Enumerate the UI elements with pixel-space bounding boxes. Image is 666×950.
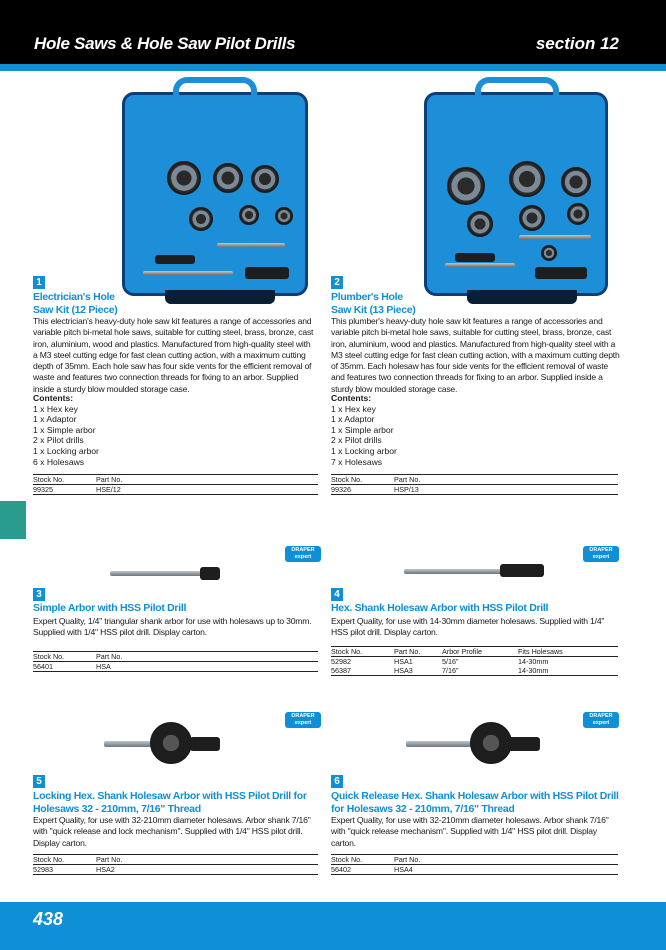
product-2-description: This plumber's heavy-duty hole saw kit features a range of accessories and variable pitch bi-metal hole saws, suitable for cutting steel, brass, bronze, cast iron, aluminium, wood and plastics. Manufactured from high-quality steel with a M3 steel cutting edge for fast clean cutting action, with a maximum cutting depth of 35mm. Each holesaw has four side vents for the efficient removal of waste and features two connection threads for fixing to an arbor. Supplied inside a sturdy blow moulded storage case. — [331, 316, 620, 394]
col-stock-no: Stock No. — [33, 855, 65, 864]
product-5-title-line-1: Locking Hex. Shank Holesaw Arbor with HSS Pilot Drill for — [33, 790, 307, 802]
part-no-cell: HSA — [96, 662, 111, 671]
arbor — [155, 255, 195, 264]
product-5-title-line-2: Holesaws 32 - 210mm, 7/16" Thread — [33, 803, 201, 815]
arbor — [245, 267, 289, 279]
stock-no-cell: 52983 — [33, 865, 53, 874]
table-row — [331, 657, 618, 667]
holesaw — [519, 205, 545, 231]
product-6-number: 6 — [331, 775, 343, 788]
table-row — [331, 666, 618, 676]
draper-expert-logo — [285, 546, 321, 562]
storage-case — [424, 92, 608, 296]
case-base — [467, 290, 577, 304]
contents-item: 1 x Adaptor — [331, 414, 375, 425]
contents-item: 1 x Hex key — [331, 403, 376, 414]
holesaw — [251, 165, 279, 193]
draper-expert-logo — [285, 712, 321, 728]
pilot-drill — [406, 741, 478, 747]
contents-heading: Contents: — [331, 393, 372, 403]
case-base — [165, 290, 275, 304]
table-row — [331, 485, 618, 495]
holesaw — [541, 245, 557, 261]
storage-case — [122, 92, 308, 296]
logo-text: DRAPER — [291, 547, 315, 553]
logo-text: DRAPER — [589, 713, 613, 719]
fits-holesaws-cell: 14-30mm — [518, 657, 549, 666]
case-handle — [475, 77, 559, 99]
product-4-title: Hex. Shank Holesaw Arbor with HSS Pilot Drill — [331, 602, 549, 614]
product-1-description: This electrician's heavy-duty hole saw kit features a range of accessories and variable pitch bi-metal hole saws, suitable for cutting steel, brass, bronze, cast iron, aluminium, wood and plastics. Manufactured from high-quality steel with a M3 steel cutting edge for fast clean cutting action, with a maximum cutting depth of 35mm. Each hole saw has four side vents for the efficient removal of waste and features two connection threads for fixing to an arbor. Supplied inside a sturdy blow moulded storage case. — [33, 316, 314, 394]
product-5-number: 5 — [33, 775, 45, 788]
arbor — [535, 267, 587, 279]
pilot-drill — [217, 243, 285, 247]
product-4-number: 4 — [331, 588, 343, 601]
product-2-title-line-2: Saw Kit (13 Piece) — [331, 304, 416, 316]
product-5-stock-table — [33, 854, 318, 875]
part-no-cell: HSP/13 — [394, 485, 419, 494]
draper-expert-logo — [583, 712, 619, 728]
col-stock-no: Stock No. — [331, 855, 363, 864]
col-part-no: Part No. — [394, 647, 421, 656]
col-stock-no: Stock No. — [33, 475, 65, 484]
stock-no-cell: 99325 — [33, 485, 53, 494]
col-stock-no: Stock No. — [33, 652, 65, 661]
product-2-contents — [331, 393, 397, 467]
contents-item: 1 x Simple arbor — [331, 424, 394, 435]
holesaw — [447, 167, 485, 205]
product-1-stock-table — [33, 474, 318, 495]
contents-item: 2 x Pilot drills — [331, 435, 382, 446]
holesaw — [275, 207, 293, 225]
product-2-title-line-1: Plumber's Hole — [331, 291, 403, 303]
stock-no-cell: 56401 — [33, 662, 53, 671]
page-header — [0, 0, 666, 64]
contents-item: 1 x Locking arbor — [33, 445, 99, 456]
pilot-drill — [519, 235, 591, 239]
product-2-title — [331, 291, 415, 317]
logo-subtext: expert — [294, 720, 312, 726]
product-5-title — [33, 790, 307, 816]
col-part-no: Part No. — [394, 855, 421, 864]
col-stock-no: Stock No. — [331, 647, 363, 656]
arbor-collar — [150, 722, 192, 764]
holesaw — [567, 203, 589, 225]
table-row — [331, 865, 618, 875]
contents-item: 2 x Pilot drills — [33, 435, 84, 446]
holesaw — [213, 163, 243, 193]
logo-subtext: expert — [294, 554, 312, 560]
col-arbor-profile: Arbor Profile — [442, 647, 482, 656]
pilot-drill — [143, 271, 233, 275]
product-5-description: Expert Quality, for use with 32-210mm diameter holesaws. Arbor shank 7/16" with "quick release and lock mechanism". Supplied with 1/4" HSS pilot drill. Display carton. — [33, 815, 311, 848]
product-6-title-line-2: for Holesaws 32 - 210mm, 7/16" Thread — [331, 803, 515, 815]
arbor — [200, 567, 220, 580]
product-3-description: Expert Quality, 1/4" triangular shank arbor for use with holesaws up to 30mm. Supplied with 1/4" HSS pilot drill. Display carton. — [33, 616, 312, 638]
product-3-title: Simple Arbor with HSS Pilot Drill — [33, 602, 187, 614]
arbor — [508, 737, 540, 751]
part-no-cell: HSA4 — [394, 865, 413, 874]
arbor — [190, 737, 220, 751]
product-6-title-line-1: Quick Release Hex. Shank Holesaw Arbor with HSS Pilot Drill — [331, 790, 619, 802]
holesaw — [239, 205, 259, 225]
product-3-stock-table — [33, 651, 318, 672]
contents-item: 1 x Locking arbor — [331, 445, 397, 456]
product-4-stock-table — [331, 646, 618, 676]
holesaw — [467, 211, 493, 237]
stock-no-cell: 56402 — [331, 865, 351, 874]
holesaw — [189, 207, 213, 231]
product-2-number: 2 — [331, 276, 343, 289]
col-part-no: Part No. — [96, 475, 123, 484]
stock-no-cell: 99326 — [331, 485, 351, 494]
contents-item: 1 x Simple arbor — [33, 424, 96, 435]
col-stock-no: Stock No. — [331, 475, 363, 484]
draper-expert-logo — [583, 546, 619, 562]
part-no-cell: HSA3 — [394, 666, 413, 675]
logo-subtext: expert — [592, 554, 610, 560]
page-number: 438 — [33, 909, 64, 929]
stock-no-cell: 52982 — [331, 657, 351, 666]
product-1-title — [33, 291, 117, 317]
table-row — [33, 485, 318, 495]
contents-item: 1 x Hex key — [33, 403, 78, 414]
pilot-drill — [404, 569, 502, 574]
holesaw — [167, 161, 201, 195]
product-1-contents — [33, 393, 99, 467]
col-part-no: Part No. — [394, 475, 421, 484]
case-handle — [173, 77, 257, 99]
part-no-cell: HSA1 — [394, 657, 413, 666]
arbor-profile-cell: 5/16" — [442, 657, 459, 666]
logo-subtext: expert — [592, 720, 610, 726]
table-row — [33, 662, 318, 672]
product-1-title-line-1: Electrician's Hole — [33, 291, 115, 303]
header-accent-bar — [0, 64, 666, 71]
page-footer — [0, 902, 666, 950]
contents-item: 6 x Holesaws — [33, 456, 85, 467]
col-fits-holesaws: Fits Holesaws — [518, 647, 563, 656]
product-6-title — [331, 790, 619, 816]
part-no-cell: HSA2 — [96, 865, 115, 874]
col-part-no: Part No. — [96, 652, 123, 661]
holesaw — [509, 161, 545, 197]
contents-item: 7 x Holesaws — [331, 456, 383, 467]
arbor — [455, 253, 495, 262]
contents-item: 1 x Adaptor — [33, 414, 77, 425]
section-side-tab — [0, 501, 26, 539]
holesaw — [561, 167, 591, 197]
product-6-description: Expert Quality, for use with 32-210mm diameter holesaws. Arbor shank 7/16" with "quick release mechanism". Supplied with 1/4" HSS pilot drill. Display carton. — [331, 815, 609, 848]
product-1-title-line-2: Saw Kit (12 Piece) — [33, 304, 118, 316]
pilot-drill — [110, 571, 206, 576]
arbor-collar — [470, 722, 512, 764]
product-2-stock-table — [331, 474, 618, 495]
product-6-stock-table — [331, 854, 618, 875]
table-row — [33, 865, 318, 875]
product-1-number: 1 — [33, 276, 45, 289]
section-label: section 12 — [535, 34, 619, 53]
fits-holesaws-cell: 14-30mm — [518, 666, 549, 675]
contents-heading: Contents: — [33, 393, 74, 403]
logo-text: DRAPER — [589, 547, 613, 553]
stock-no-cell: 56387 — [331, 666, 351, 675]
arbor — [500, 564, 544, 577]
col-part-no: Part No. — [96, 855, 123, 864]
arbor-profile-cell: 7/16" — [442, 666, 459, 675]
product-4-description: Expert Quality, for use with 14-30mm diameter holesaws. Supplied with 1/4" HSS pilot drill. Display carton. — [331, 616, 605, 638]
page-title: Hole Saws & Hole Saw Pilot Drills — [34, 34, 296, 53]
product-3-number: 3 — [33, 588, 45, 601]
logo-text: DRAPER — [291, 713, 315, 719]
part-no-cell: HSE/12 — [96, 485, 121, 494]
pilot-drill — [445, 263, 515, 267]
